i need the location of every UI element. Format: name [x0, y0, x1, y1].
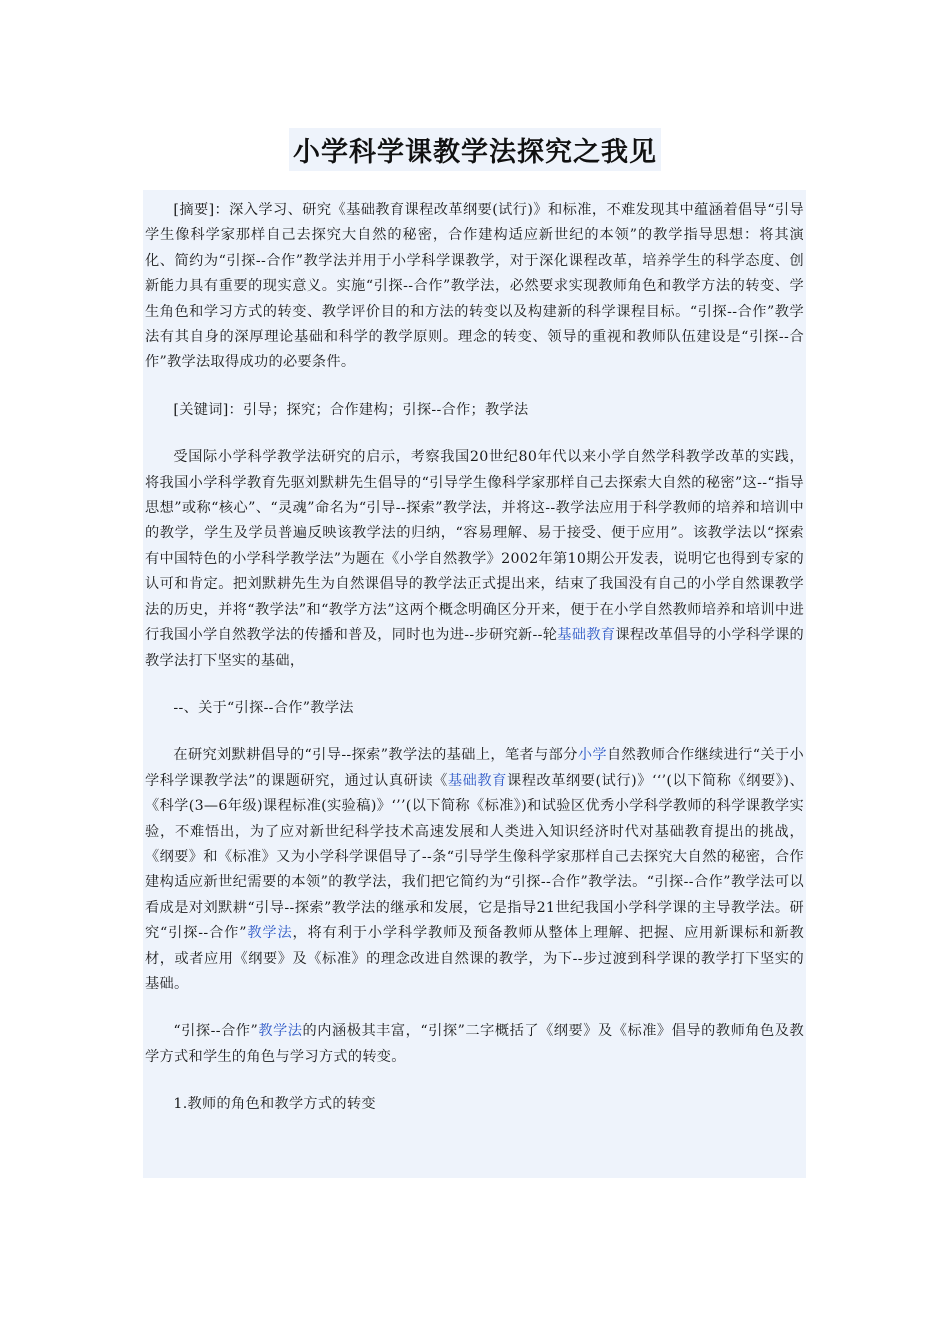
body2-text-2: 的内涵极其丰富，“引探”二字概括了《纲要》及《标准》倡导的教师角色及教学方式和学生的角色与学习方式的转变。: [145, 1023, 804, 1065]
article-body: [143, 190, 806, 1178]
link-teaching-method[interactable]: 教学法: [246, 925, 293, 942]
title-container: [0, 128, 950, 171]
document-title: 小学科学课教学法探究之我见: [289, 128, 661, 171]
link-teaching-method-2[interactable]: 教学法: [258, 1023, 303, 1040]
body-paragraph-2: [145, 1019, 804, 1070]
link-basic-education-2[interactable]: 基础教育: [447, 772, 507, 789]
body-paragraph-1: [145, 743, 804, 997]
intro-text-1: 受国际小学科学教学法研究的启示，考察我国20世纪80年代以来小学自然学科教学改革的实践，将我国小学科学教育先驱刘默耕先生倡导的“引导学生像科学家那样自己去探索大自然的秘密”这--“指导思想”或称“核心”、“灵魂”命名为“引导--探索”教学法，并将这--教学法应用于科学教师的培养和培训中的教学，学生及学员普遍反映该教学法的归纳，“容易理解、易于接受、便于应用”。该教学法以“探索有中国特色的小学科学教学法”为题在《小学自然教学》2002年第10期公开发表，说明它也得到专家的认可和肯定。把刘默耕先生为自然课倡导的教学法正式提出来，结束了我国没有自己的小学自然课教学法的历史，并将“教学法”和“教学方法”这两个概念明确区分开来，便于在小学自然教师培养和培训中进行我国小学自然教学法的传播和普及，同时也为进--步研究新--轮: [145, 449, 804, 644]
intro-text-2: 课程改革倡导的小学科学课的教学法打下坚实的基础，: [145, 627, 805, 669]
intro-paragraph: [145, 445, 804, 674]
link-basic-education[interactable]: 基础教育: [557, 627, 616, 644]
keywords-paragraph: [关键词]：引导；探究；合作建构；引探--合作；教学法: [173, 401, 529, 418]
section-heading: --、关于“引探--合作”教学法: [173, 699, 354, 716]
link-primary-school[interactable]: 小学: [577, 747, 607, 764]
body1-text-3: 课程改革纲要(试行)》‘‘’(以下简称《纲要》)、《科学(3—6年级)课程标准(实验稿)》‘’’(以下简称《标准》)和试验区优秀小学科学教师的科学课教学实验，不难悟出，为了应对新世纪科学技术高速发展和人类进入知识经济时代对基础教育提出的挑战，《纲要》和《标准》又为小学科学课倡导了--条“引导学生像科学家那样自己去探究大自然的秘密，合作建构适应新世纪需要的本领”的教学法，我们把它简约为“引探--合作”教学法。“引探--合作”教学法可以看成是对刘默耕“引导--探索”教学法的继承和发展，它是指导21世纪我国小学科学课的主导教学法。研究“引探--合作”: [145, 772, 805, 942]
body1-text-1: 在研究刘默耕倡导的“引导--探索”教学法的基础上，笔者与部分: [173, 747, 578, 764]
body2-text-1: “引探--合作”: [173, 1023, 259, 1040]
abstract-paragraph: [摘要]：深入学习、研究《基础教育课程改革纲要(试行)》和标准，不难发现其中蕴涵着倡导“引导学生像科学家那样自己去探究大自然的秘密，合作建构适应新世纪的本领”的教学指导思想：将其演化、简约为“引探--合作”教学法并用于小学科学课教学，对于深化课程改革，培养学生的科学态度、创新能力具有重要的现实意义。实施“引探--合作”教学法，必然要求实现教师角色和教学方法的转变、学生角色和学习方式的转变、教学评价目的和方法的转变以及构建新的科学课程目标。“引探--合作”教学法有其自身的深厚理论基础和科学的教学原则。理念的转变、领导的重视和教师队伍建设是“引探--合作”教学法取得成功的必要条件。: [145, 202, 804, 371]
subheading-1: 1.教师的角色和教学方式的转变: [173, 1096, 376, 1113]
body1-text-4: ，将有利于小学科学教师及预备教师从整体上理解、把握、应用新课标和新教材，或者应用《纲要》及《标准》的理念改进自然课的教学，为下--步过渡到科学课的教学打下坚实的基础。: [145, 925, 805, 992]
body1-text-2: 自然教师合作继续进行“关于小学科学课教学法”的课题研究，通过认真研读《: [145, 747, 804, 789]
